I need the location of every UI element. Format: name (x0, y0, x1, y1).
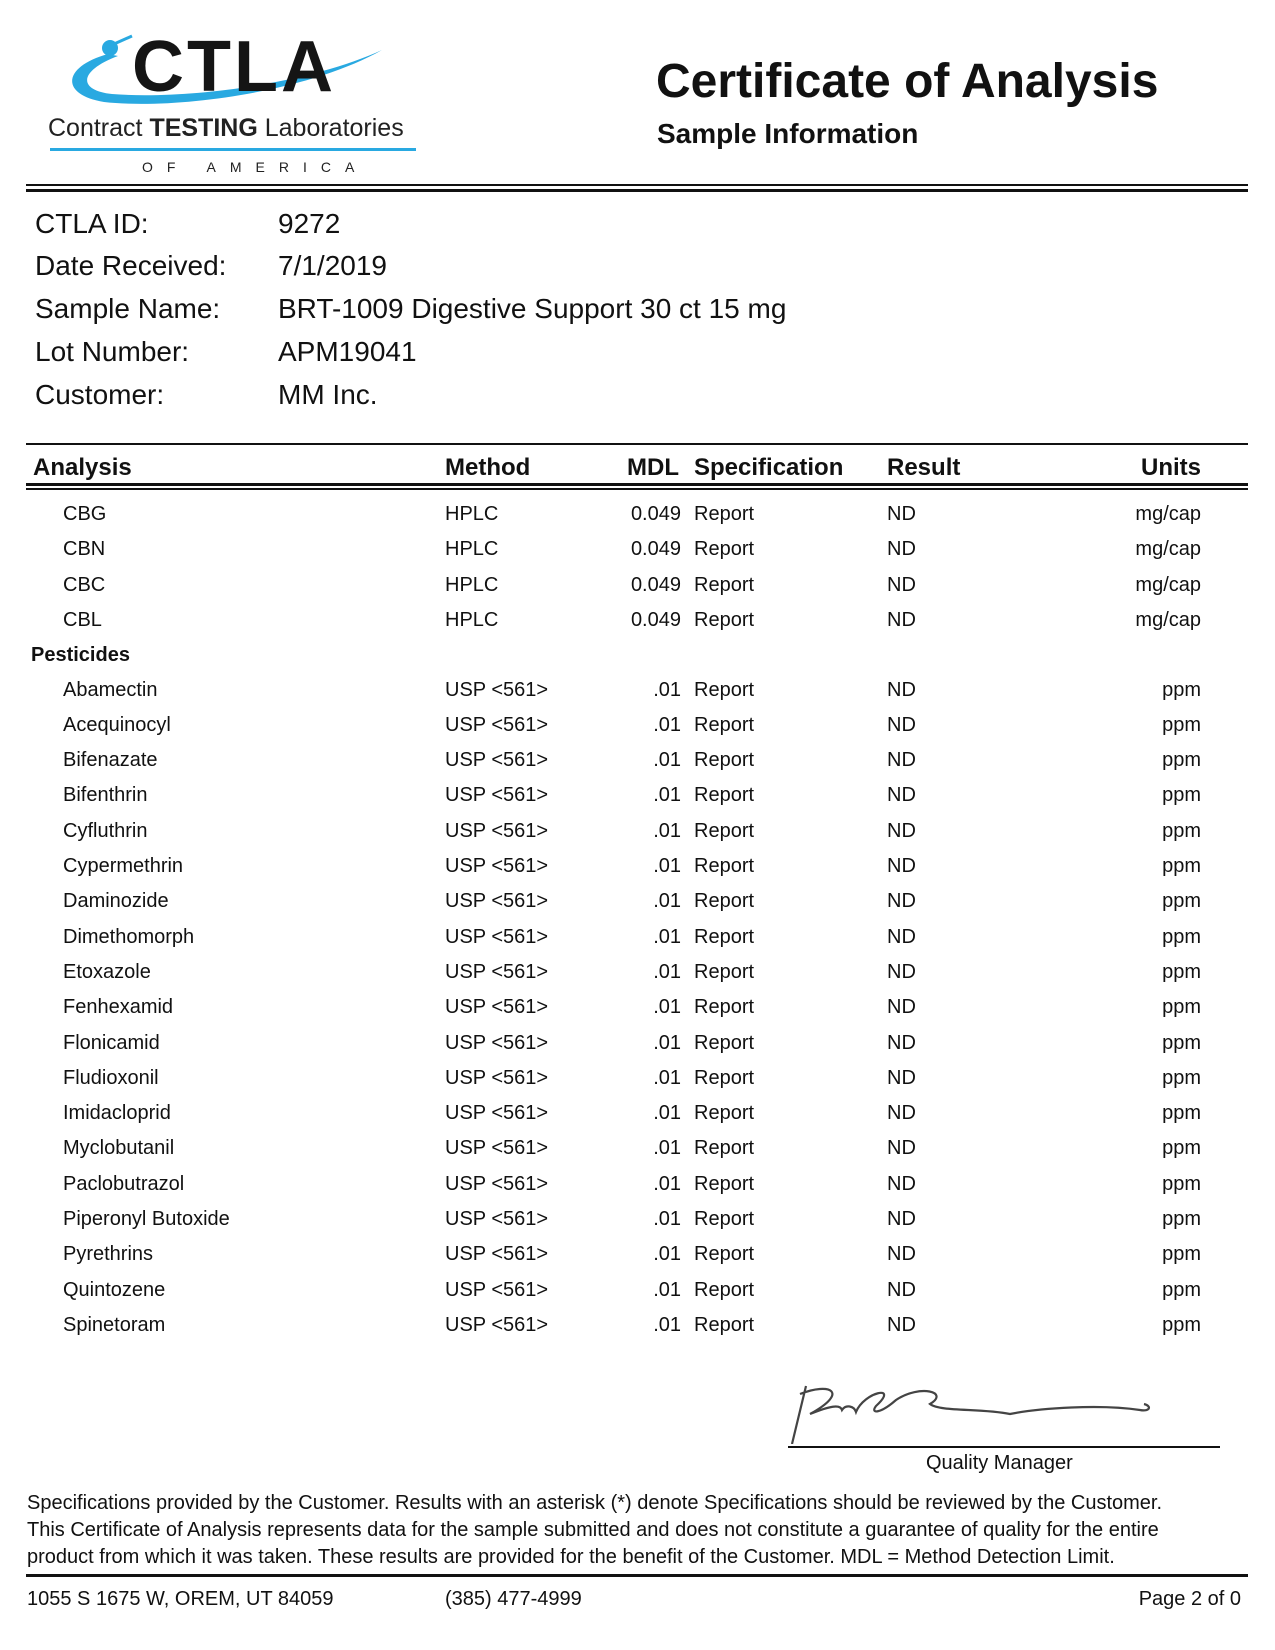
cell-mdl: .01 (653, 1137, 681, 1160)
cell-specification: Report (694, 713, 755, 736)
cell-analysis: Flonicamid (63, 1031, 160, 1054)
cell-analysis: CBN (63, 538, 106, 561)
cell-specification: Report (694, 855, 755, 877)
table-row (0, 1101, 1275, 1127)
cell-specification: Report (694, 573, 755, 596)
cell-units: ppm (1162, 996, 1201, 1019)
cell-units: ppm (1162, 819, 1201, 842)
cell-mdl: .01 (653, 713, 681, 736)
cell-specification: Report (694, 608, 755, 631)
cell-method: USP <561> (445, 1066, 549, 1089)
cell-units: ppm (1162, 678, 1201, 701)
cell-specification: Report (694, 678, 755, 701)
cell-specification: Report (694, 749, 755, 772)
cell-analysis: Imidacloprid (63, 1102, 171, 1125)
table-row (0, 1066, 1275, 1092)
logo-brand: CTLA (132, 27, 336, 107)
cell-specification: Report (694, 1066, 755, 1089)
info-label: Lot Number: (35, 336, 190, 367)
info-row-ctla-id (35, 208, 340, 240)
footer-divider (26, 1574, 1248, 1577)
footer-page-number: Page 2 of 0 (1138, 1588, 1241, 1610)
info-label: CTLA ID: (35, 208, 149, 239)
cell-specification: Report (694, 503, 755, 525)
cell-result: ND (887, 855, 916, 877)
cell-mdl: .01 (653, 1172, 681, 1195)
header-divider (26, 184, 1248, 186)
col-header-method: Method (445, 454, 531, 481)
col-header-specification: Specification (694, 454, 844, 481)
info-label: Sample Name: (35, 293, 221, 324)
cell-method: USP <561> (445, 713, 549, 736)
table-row (0, 1313, 1275, 1339)
cell-specification: Report (694, 996, 755, 1019)
cell-units: mg/cap (1135, 538, 1201, 561)
table-row (0, 1136, 1275, 1162)
cell-method: HPLC (445, 573, 499, 596)
table-row (0, 713, 1275, 739)
cell-specification: Report (694, 960, 755, 983)
table-row (0, 960, 1275, 986)
cell-method: USP <561> (445, 1243, 549, 1266)
cell-result: ND (887, 1137, 916, 1160)
cell-result: ND (887, 925, 916, 948)
cell-specification: Report (694, 1243, 755, 1266)
disclaimer (27, 1490, 1257, 1571)
disclaimer-line: product from which it was taken. These results are provided for the benefit of the Customer. MDL = Method Detection Limit. (27, 1546, 1115, 1568)
cell-analysis: Abamectin (63, 678, 158, 701)
table-top-rule (26, 443, 1248, 445)
info-row-lot-number (35, 336, 417, 368)
table-header-rule (26, 488, 1248, 490)
disclaimer-line: This Certificate of Analysis represents data for the sample submitted and does not constitute a guarantee of quality for the entire (27, 1519, 1159, 1541)
cell-units: ppm (1162, 1278, 1201, 1301)
cell-method: USP <561> (445, 925, 549, 948)
cell-method: USP <561> (445, 996, 549, 1019)
table-row (0, 748, 1275, 774)
cell-analysis: Cyfluthrin (63, 819, 148, 842)
info-row-sample-name (35, 293, 786, 325)
cell-result: ND (887, 608, 916, 631)
cell-units: mg/cap (1135, 608, 1201, 631)
cell-specification: Report (694, 784, 755, 807)
cell-specification: Report (694, 819, 755, 842)
cell-mdl: .01 (653, 855, 681, 877)
cell-mdl: .01 (653, 1102, 681, 1125)
logo-tagline (48, 114, 404, 142)
document-subtitle: Sample Information (657, 118, 919, 149)
info-label: Customer: (35, 379, 165, 410)
cell-mdl: .01 (653, 925, 681, 948)
cell-method: HPLC (445, 538, 499, 561)
table-row (0, 608, 1275, 634)
cell-result: ND (887, 1102, 916, 1125)
cell-result: ND (887, 890, 916, 913)
table-row (0, 854, 1275, 880)
cell-analysis: Piperonyl Butoxide (63, 1208, 230, 1230)
cell-units: ppm (1162, 960, 1201, 983)
cell-analysis: Fludioxonil (63, 1066, 159, 1089)
cell-mdl: 0.049 (630, 503, 681, 525)
cell-specification: Report (694, 1102, 755, 1125)
cell-result: ND (887, 573, 916, 596)
col-header-units: Units (1141, 454, 1201, 481)
cell-method: USP <561> (445, 1137, 549, 1160)
table-row (0, 1207, 1275, 1233)
cell-specification: Report (694, 1313, 755, 1336)
cell-specification: Report (694, 1137, 755, 1160)
cell-method: USP <561> (445, 678, 549, 701)
cell-mdl: .01 (653, 1066, 681, 1089)
cell-analysis: CBC (63, 573, 106, 596)
cell-result: ND (887, 678, 916, 701)
info-value: MM Inc. (278, 379, 378, 410)
info-label: Date Received: (35, 250, 227, 281)
table-row (0, 678, 1275, 704)
cell-mdl: .01 (653, 1208, 681, 1230)
cell-result: ND (887, 538, 916, 561)
cell-units: ppm (1162, 1102, 1201, 1125)
cell-specification: Report (694, 1278, 755, 1301)
cell-units: ppm (1162, 1172, 1201, 1195)
table-row (0, 1278, 1275, 1304)
signature-line (788, 1446, 1220, 1448)
cell-mdl: .01 (653, 749, 681, 772)
cell-units: ppm (1162, 1066, 1201, 1089)
cell-method: USP <561> (445, 1278, 549, 1301)
cell-specification: Report (694, 1172, 755, 1195)
cell-method: USP <561> (445, 855, 549, 877)
col-header-mdl: MDL (627, 454, 679, 481)
cell-units: mg/cap (1135, 573, 1201, 596)
cell-units: ppm (1162, 855, 1201, 877)
cell-mdl: .01 (653, 1243, 681, 1266)
cell-result: ND (887, 996, 916, 1019)
cell-units: ppm (1162, 890, 1201, 913)
cell-result: ND (887, 1313, 916, 1336)
cell-mdl: .01 (653, 960, 681, 983)
cell-analysis: Dimethomorph (63, 925, 195, 948)
table-row (0, 925, 1275, 951)
cell-analysis: Acequinocyl (63, 713, 171, 736)
table-row (0, 819, 1275, 845)
cell-method: USP <561> (445, 1313, 549, 1336)
cell-units: mg/cap (1135, 503, 1201, 525)
cell-method: USP <561> (445, 1102, 549, 1125)
ctla-logo (46, 28, 436, 184)
cell-method: HPLC (445, 608, 499, 631)
cell-method: USP <561> (445, 960, 549, 983)
cell-units: ppm (1162, 1208, 1201, 1230)
info-value: APM19041 (278, 336, 417, 367)
table-row (0, 573, 1275, 599)
cell-analysis: Daminozide (63, 890, 169, 913)
table-row (0, 783, 1275, 809)
cell-mdl: .01 (653, 1278, 681, 1301)
cell-analysis: Fenhexamid (63, 996, 174, 1019)
cell-units: ppm (1162, 749, 1201, 772)
cell-mdl: .01 (653, 890, 681, 913)
cell-result: ND (887, 784, 916, 807)
cell-analysis: Bifenthrin (63, 784, 148, 807)
signature-caption: Quality Manager (926, 1452, 1073, 1474)
table-row (0, 1031, 1275, 1057)
info-value: 9272 (278, 208, 341, 239)
cell-analysis: Myclobutanil (63, 1137, 175, 1160)
cell-units: ppm (1162, 1031, 1201, 1054)
cell-specification: Report (694, 1208, 755, 1230)
cell-result: ND (887, 1208, 916, 1230)
cell-method: USP <561> (445, 819, 549, 842)
cell-analysis: Quintozene (63, 1278, 166, 1301)
cell-mdl: .01 (653, 996, 681, 1019)
cell-result: ND (887, 1278, 916, 1301)
document-title: Certificate of Analysis (656, 55, 1159, 108)
cell-method: USP <561> (445, 784, 549, 807)
cell-method: USP <561> (445, 749, 549, 772)
cell-result: ND (887, 1172, 916, 1195)
table-row (0, 995, 1275, 1021)
cell-mdl: 0.049 (630, 538, 681, 561)
cell-mdl: 0.049 (630, 573, 681, 596)
info-row-date-received (35, 250, 387, 282)
table-row (0, 502, 1275, 528)
section-header-pesticides: Pesticides (31, 644, 130, 667)
cell-method: USP <561> (445, 890, 549, 913)
col-header-analysis: Analysis (33, 454, 132, 481)
cell-result: ND (887, 819, 916, 842)
cell-result: ND (887, 503, 916, 525)
cell-mdl: 0.049 (630, 608, 681, 631)
signature-icon (780, 1378, 1220, 1444)
cell-analysis: CBL (63, 608, 102, 631)
footer-phone: (385) 477-4999 (445, 1588, 582, 1610)
cell-specification: Report (694, 538, 755, 561)
cell-mdl: .01 (653, 1031, 681, 1054)
cell-units: ppm (1162, 784, 1201, 807)
cell-result: ND (887, 749, 916, 772)
header-divider (26, 189, 1248, 192)
logo-region: OF AMERICA (142, 159, 369, 175)
logo-underline (50, 148, 416, 151)
tagline-pre: Contract (48, 114, 150, 142)
cell-mdl: .01 (653, 1313, 681, 1336)
col-header-result: Result (887, 454, 961, 481)
cell-units: ppm (1162, 1137, 1201, 1160)
cell-specification: Report (694, 890, 755, 913)
cell-result: ND (887, 1031, 916, 1054)
cell-method: USP <561> (445, 1172, 549, 1195)
cell-analysis: Paclobutrazol (63, 1172, 185, 1195)
tagline-bold: TESTING (149, 114, 258, 142)
cell-result: ND (887, 1243, 916, 1266)
cell-units: ppm (1162, 1243, 1201, 1266)
table-row (0, 1172, 1275, 1198)
cell-result: ND (887, 960, 916, 983)
table-row (0, 1242, 1275, 1268)
cell-method: USP <561> (445, 1208, 549, 1230)
cell-analysis: Spinetoram (63, 1313, 166, 1336)
cell-mdl: .01 (653, 784, 681, 807)
info-value: BRT-1009 Digestive Support 30 ct 15 mg (278, 293, 787, 324)
cell-specification: Report (694, 925, 755, 948)
cell-analysis: CBG (63, 503, 107, 525)
cell-analysis: Bifenazate (63, 749, 158, 772)
cell-mdl: .01 (653, 819, 681, 842)
cell-units: ppm (1162, 1313, 1201, 1336)
cell-method: HPLC (445, 503, 499, 525)
cell-analysis: Pyrethrins (63, 1243, 154, 1266)
info-value: 7/1/2019 (278, 250, 387, 281)
cell-mdl: .01 (653, 678, 681, 701)
cell-units: ppm (1162, 925, 1201, 948)
cell-analysis: Cypermethrin (63, 855, 184, 877)
cell-result: ND (887, 1066, 916, 1089)
tagline-post: Laboratories (257, 114, 404, 142)
table-header-rule (26, 483, 1248, 486)
cell-units: ppm (1162, 713, 1201, 736)
cell-method: USP <561> (445, 1031, 549, 1054)
disclaimer-line: Specifications provided by the Customer. Results with an asterisk (*) denote Specifications should be reviewed by the Customer. (27, 1492, 1163, 1514)
info-row-customer (35, 379, 378, 411)
cell-specification: Report (694, 1031, 755, 1054)
cell-result: ND (887, 713, 916, 736)
table-row (0, 537, 1275, 563)
footer-address: 1055 S 1675 W, OREM, UT 84059 (27, 1588, 334, 1610)
cell-analysis: Etoxazole (63, 960, 151, 983)
table-row (0, 889, 1275, 915)
